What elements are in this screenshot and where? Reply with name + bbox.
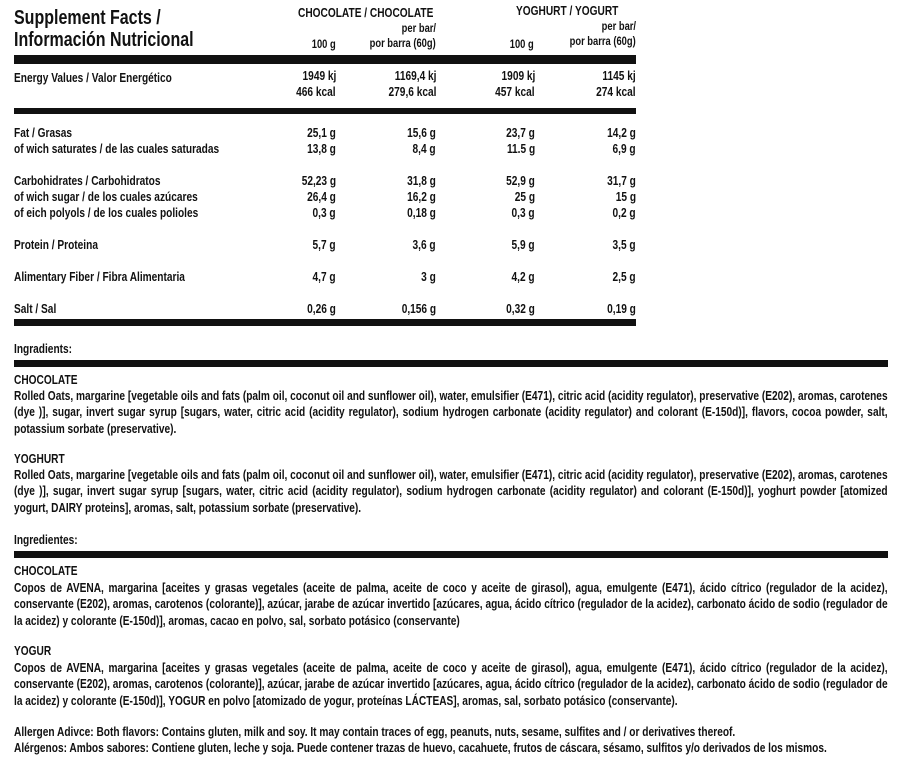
row-label-fat: Fat / Grasas [14,125,73,140]
cell-salt-yog-100: 0,32 g [506,301,535,316]
ingredients-en-rule [14,360,888,367]
cell-saturates-choc-bar: 8,4 g [412,141,436,156]
cell-energy-choc-100-kcal: 466 kcal [296,84,336,99]
allergen-advice-es: Alérgenos: Ambos sabores: Contiene gluten, leche y soja. Puede contener trazas de huevo, cacahuete, frutos de cáscara, sésamo, sulfitos y/o derivados de los mismos. [14,740,827,755]
cell-salt-yog-bar: 0,19 g [607,301,636,316]
cell-polyols-yog-100: 0,3 g [511,205,535,220]
cell-fiber-yog-100: 4,2 g [511,269,535,284]
cell-saturates-yog-bar: 6,9 g [612,141,636,156]
allergen-advice-en: Allergen Adivce: Both flavors: Contains gluten, milk and soy. It may contain traces of egg, peanuts, nuts, sesame, sulfites and / or derivatives thereof. [14,724,736,739]
ingredients-en-yoghurt-title: YOGHURT [14,451,65,466]
ingredients-es-yogur-title: YOGUR [14,643,52,658]
cell-polyols-choc-bar: 0,18 g [407,205,436,220]
cell-saturates-yog-100: 11.5 g [506,141,535,156]
cell-sugars-choc-bar: 16,2 g [407,189,436,204]
cell-carbs-choc-100: 52,23 g [301,173,336,188]
row-label-sugars: of wich sugar / de los cuales azúcares [14,189,198,204]
cell-sugars-yog-100: 25 g [514,189,535,204]
ingredients-es-yogur-text: Copos de AVENA, margarina [aceites y grasas vegetales (aceite de palma, aceite de coco y aceite de girasol), agua, emulgente (E471), ácido cítrico (regulador de la acidez), conservante (E202), aromas, carotenos (colorante)], azúcar, jarabe de azúcar invertido [azúcares, agua, ácido cítrico (regulador de la acidez), carbonato ácido de sodio (regulador de la acidez) y colorante (E-150d)], YOGUR en polvo [atomizado de yogur, proteínas LÁCTEAS], aromas, sal, sorbato potásico (conservante). [14,660,888,708]
row-label-carbohydrates: Carbohidrates / Carbohidratos [14,173,161,188]
cell-fiber-yog-bar: 2,5 g [612,269,636,284]
cell-energy-choc-bar-kcal: 279,6 kcal [388,84,436,99]
cell-fat-choc-100: 25,1 g [307,125,336,140]
cell-salt-choc-100: 0,26 g [307,301,336,316]
cell-fat-choc-bar: 15,6 g [407,125,436,140]
ingredients-es-chocolate-text: Copos de AVENA, margarina [aceites y grasas vegetales (aceite de palma, aceite de coco y aceite de girasol), agua, emulgente (E471), ácido cítrico (regulador de la acidez), conservante (E202), aromas, carotenos (colorante)], azúcar, jarabe de azúcar invertido [azúcares, agua, ácido cítrico (regulador de la acidez), carbonato ácido de sodio (regulador de la acidez) y colorante (E-150d)], aromas, cacao en polvo, sal, sorbato potásico (conservante) [14,580,888,628]
cell-energy-yog-bar-kcal: 274 kcal [596,84,636,99]
ingredients-en-yoghurt-text: Rolled Oats, margarine [vegetable oils and fats (palm oil, coconut oil and sunflower oil), water, emulsifier (E471), citric acid (acidity regulator), preservative (E202), aromas, carotenes (dye )], sugar, invert sugar syrup [sugars, water, citric acid (acidity regulator), sodium hydrogen carbonate (acidity regulator) and colorant (E-150d)], yoghurt powder [atomized yogurt, DAIRY proteins], aromas, salt, potassium sorbate (preservative). [14,467,888,515]
row-label-salt: Salt / Sal [14,301,57,316]
title-line-2: Información Nutricional [14,29,194,51]
row-label-energy: Energy Values / Valor Energético [14,70,172,85]
col-header-choc-perbar: per bar/ por barra (60g) [369,21,436,50]
row-label-fiber: Alimentary Fiber / Fibra Alimentaria [14,269,185,284]
group-header-yoghurt: YOGHURT / YOGURT [516,3,619,18]
cell-carbs-choc-bar: 31,8 g [407,173,436,188]
table-bottom-rule [14,319,636,326]
page-title [14,7,238,51]
cell-protein-yog-100: 5,9 g [511,237,535,252]
ingredients-en-chocolate-text: Rolled Oats, margarine [vegetable oils and fats (palm oil, coconut oil and sunflower oil), water, emulsifier (E471), citric acid (acidity regulator), preservative (E202), aromas, carotenes (dye )], sugar, invert sugar syrup [sugars, water, citric acid (acidity regulator), sodium hydrogen carbonate (acidity regulator) and colorant (E-150d)], flavors, cocoa powder, salt, potassium sorbate (preservative). [14,388,888,436]
title-line-1: Supplement Facts / [14,7,161,29]
row-label-saturates: of wich saturates / de las cuales saturadas [14,141,220,156]
cell-energy-yog-bar-kj: 1145 kj [602,68,636,83]
row-label-protein: Protein / Proteina [14,237,98,252]
cell-protein-choc-bar: 3,6 g [412,237,436,252]
cell-energy-choc-bar-kj: 1169,4 kj [394,68,436,83]
cell-sugars-choc-100: 26,4 g [307,189,336,204]
cell-carbs-yog-100: 52,9 g [506,173,535,188]
col-header-yog-perbar: per bar/ por barra (60g) [569,19,636,48]
table-top-rule [14,55,636,64]
cell-fiber-choc-100: 4,7 g [312,269,336,284]
cell-sugars-yog-bar: 15 g [615,189,636,204]
group-header-chocolate: CHOCOLATE / CHOCOLATE [298,5,434,20]
cell-saturates-choc-100: 13,8 g [307,141,336,156]
cell-energy-yog-100-kcal: 457 kcal [495,84,535,99]
cell-energy-choc-100-kj: 1949 kj [302,68,336,83]
ingredients-es-heading: Ingredientes: [14,532,78,547]
cell-fat-yog-bar: 14,2 g [607,125,636,140]
cell-energy-yog-100-kj: 1909 kj [501,68,535,83]
ingredients-en-heading: Ingradients: [14,341,73,356]
col-header-choc-100g: 100 g [312,37,336,51]
row-label-polyols: of eich polyols / de los cuales polioles [14,205,199,220]
cell-fiber-choc-bar: 3 g [421,269,436,284]
cell-protein-choc-100: 5,7 g [312,237,336,252]
cell-polyols-yog-bar: 0,2 g [612,205,636,220]
ingredients-es-rule [14,551,888,558]
cell-protein-yog-bar: 3,5 g [612,237,636,252]
cell-salt-choc-bar: 0,156 g [401,301,436,316]
col-header-yog-100g: 100 g [510,37,534,51]
ingredients-en-chocolate-title: CHOCOLATE [14,372,78,387]
ingredients-es-chocolate-title: CHOCOLATE [14,563,78,578]
table-divider-rule [14,108,636,114]
cell-carbs-yog-bar: 31,7 g [607,173,636,188]
cell-polyols-choc-100: 0,3 g [312,205,336,220]
cell-fat-yog-100: 23,7 g [506,125,535,140]
